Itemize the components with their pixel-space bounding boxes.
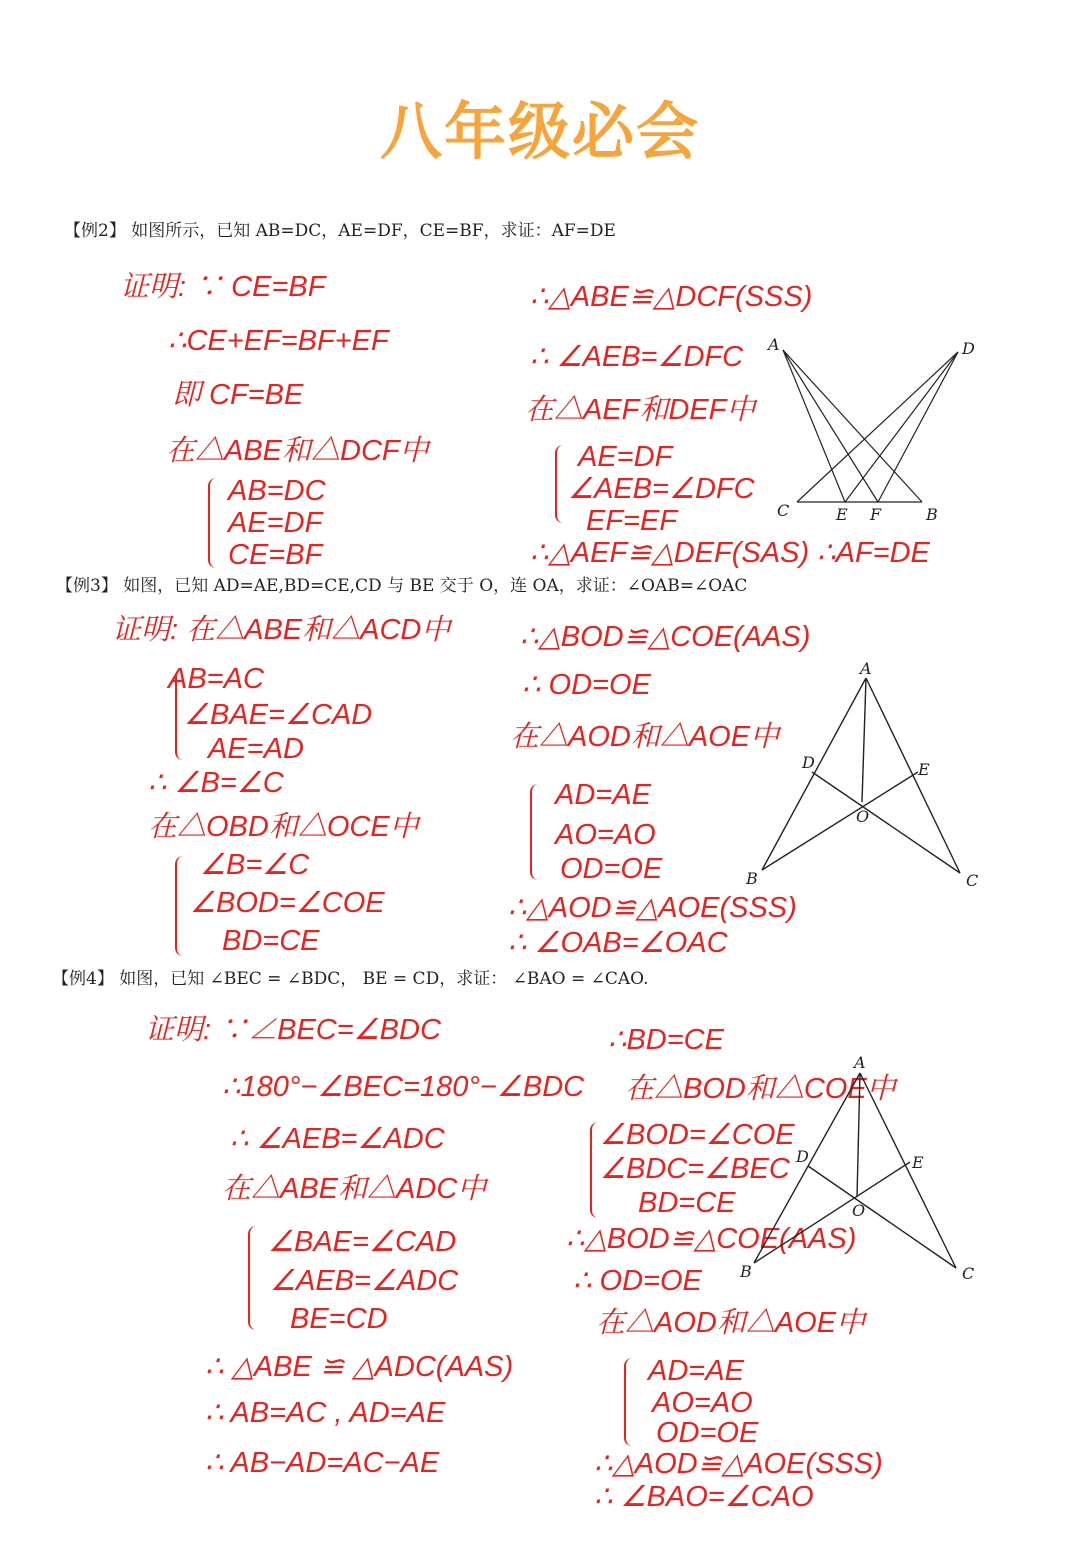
proof-line-right: ∴ OD=OE	[573, 1265, 702, 1297]
proof-line-right: BD=CE	[638, 1187, 736, 1219]
proof-line-left: ∴ ∠B=∠C	[148, 767, 284, 799]
point-label: B	[740, 1262, 752, 1281]
proof-line-left: ∠BAE=∠CAD	[268, 1226, 457, 1258]
proof-line-left: ∴180°−∠BEC=180°−∠BDC	[222, 1071, 585, 1103]
proof-line-right: AO=AO	[652, 1387, 753, 1419]
proof-line-right: AD=AE	[648, 1355, 744, 1387]
proof-line-right: ∴ OD=OE	[522, 669, 651, 701]
point-label: D	[802, 753, 815, 772]
point-label: D	[962, 339, 975, 358]
proof-line-left: ∠BAE=∠CAD	[184, 699, 373, 731]
proof-line-left: ∴ ∠AEB=∠ADC	[230, 1123, 445, 1155]
proof-line-right: 在△AOD和△AOE中	[510, 721, 780, 753]
proof-line-right: EF=EF	[586, 505, 678, 537]
proof-line-left: AB=DC	[228, 475, 326, 507]
proof-line-right: ∴BD=CE	[608, 1024, 724, 1056]
proof-line-left: CE=BF	[228, 539, 323, 571]
proof-line-left: 在△ABE和△ADC中	[222, 1173, 487, 1205]
proof-line-right: ∴ ∠OAB=∠OAC	[508, 927, 728, 959]
point-label: E	[912, 1153, 924, 1172]
proof-line-right: ∴△BOD≌△COE(AAS)	[566, 1223, 857, 1255]
proof-line-right: ∠AEB=∠DFC	[568, 473, 755, 505]
page-title: 八年级必会	[379, 95, 700, 168]
point-label: B	[926, 505, 938, 524]
proof-line-right: ∴△ABE≌△DCF(SSS)	[530, 281, 813, 313]
point-label: C	[962, 1264, 975, 1283]
proof-line-left: 在△OBD和△OCE中	[148, 811, 419, 843]
proof-line-left: BE=CD	[290, 1303, 388, 1335]
proof-line-right: ∴ ∠AEB=∠DFC	[530, 341, 744, 373]
proof-line-left: ∠AEB=∠ADC	[270, 1265, 459, 1297]
problem-statement: 【例2】 如图所示，已知 AB=DC，AE=DF，CE=BF，求证：AF=DE	[64, 221, 616, 241]
point-label: C	[777, 501, 790, 520]
proof-line-right: 在△AOD和△AOE中	[596, 1307, 866, 1339]
proof-line-right: OD=OE	[560, 853, 663, 885]
proof-line-left: BD=CE	[222, 925, 320, 957]
proof-line-right: 在△BOD和△COE中	[625, 1073, 896, 1105]
point-label: E	[918, 760, 930, 779]
point-label: A	[768, 335, 780, 354]
point-label: F	[870, 505, 882, 524]
proof-line-right: 在△AEF和DEF中	[525, 394, 756, 426]
proof-line-left: ∠BOD=∠COE	[190, 887, 385, 919]
point-label: O	[856, 807, 870, 826]
proof-line-right: ∠BOD=∠COE	[600, 1119, 795, 1151]
figure-example-3	[762, 678, 960, 873]
point-label: E	[836, 505, 848, 524]
proof-line-left: AB=AC	[168, 663, 264, 695]
proof-line-left: ∠B=∠C	[200, 849, 310, 881]
proof-line-left: 即 CF=BE	[172, 379, 304, 411]
proof-line-right: ∴ ∠BAO=∠CAO	[594, 1481, 814, 1513]
proof-line-left: ∴ △ABE ≌ △ADC(AAS)	[205, 1351, 514, 1383]
proof-line-right: ∴△AOD≌△AOE(SSS)	[594, 1448, 883, 1480]
point-label: A	[860, 659, 872, 678]
point-label: A	[854, 1053, 866, 1072]
proof-line-left: 证明: 在△ABE和△ACD中	[112, 614, 451, 646]
proof-line-left: 证明: ∵ CE=BF	[120, 271, 326, 303]
proof-line-right: AD=AE	[555, 779, 651, 811]
proof-line-right: ∠BDC=∠BEC	[600, 1153, 790, 1185]
proof-line-left: 在△ABE和△DCF中	[166, 435, 429, 467]
proof-line-right: AO=AO	[555, 819, 656, 851]
figure-example-2	[783, 350, 958, 502]
proof-line-right: AE=DF	[578, 441, 673, 473]
proof-line-left: ∴CE+EF=BF+EF	[168, 325, 389, 357]
proof-line-left: 证明: ∵∠BEC=∠BDC	[145, 1014, 441, 1046]
point-label: C	[966, 871, 979, 890]
proof-line-right: ∴△AOD≌△AOE(SSS)	[508, 892, 797, 924]
problem-statement: 【例4】 如图，已知 ∠BEC = ∠BDC， BE = CD，求证： ∠BAO = ∠CAO.	[52, 969, 649, 989]
problem-statement: 【例3】 如图，已知 AD=AE,BD=CE,CD 与 BE 交于 O，连 OA，求证：∠OAB=∠OAC	[56, 576, 748, 596]
proof-line-right: ∴△BOD≌△COE(AAS)	[520, 621, 811, 653]
proof-line-right: OD=OE	[656, 1417, 759, 1449]
proof-line-left: AE=AD	[208, 733, 304, 765]
point-label: B	[746, 869, 758, 888]
point-label: O	[852, 1201, 866, 1220]
proof-line-right: ∴△AEF≌△DEF(SAS) ∴AF=DE	[530, 537, 930, 569]
proof-line-left: AE=DF	[228, 507, 323, 539]
point-label: D	[796, 1147, 809, 1166]
proof-line-left: ∴ AB=AC , AD=AE	[205, 1397, 446, 1429]
proof-line-left: ∴ AB−AD=AC−AE	[205, 1447, 440, 1479]
figure-example-4	[754, 1073, 956, 1268]
